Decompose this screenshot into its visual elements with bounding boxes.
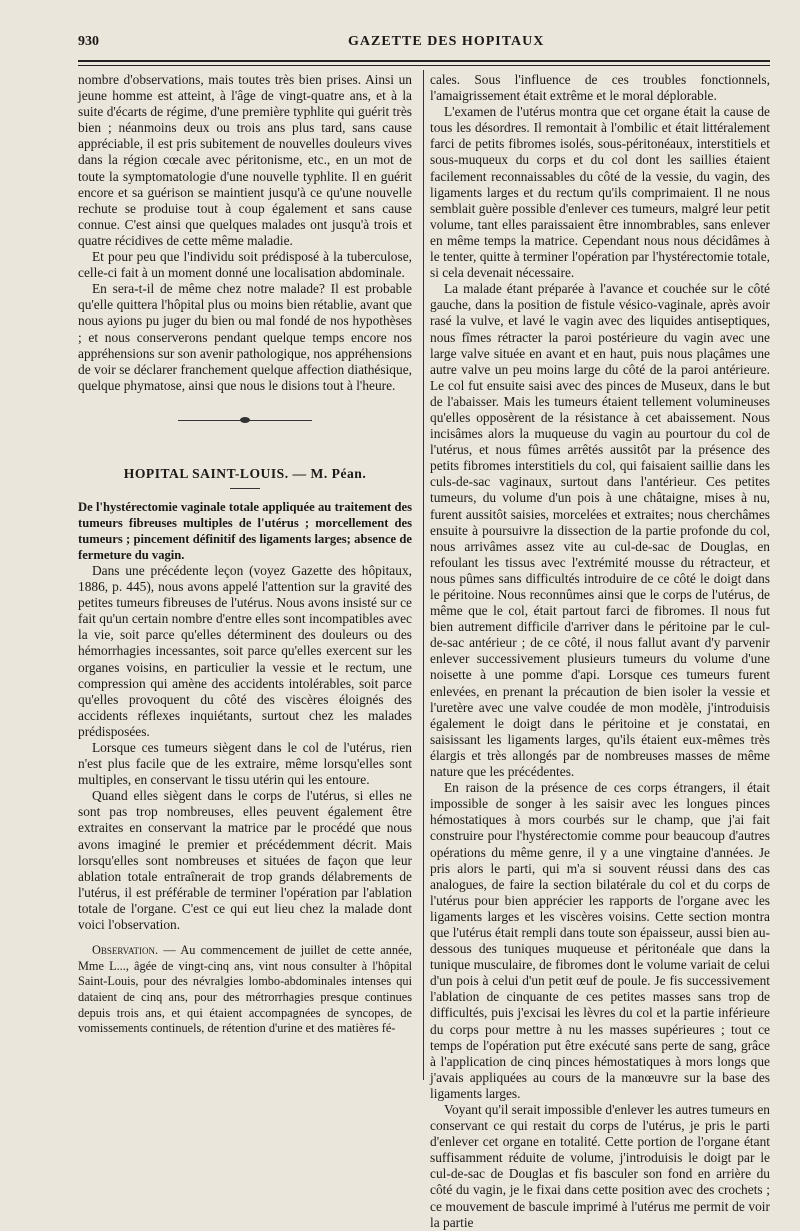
spacer xyxy=(78,933,412,943)
right-paragraph-3: La malade étant préparée à l'avance et couchée sur le côté gauche, dans la position de fistule vésico-vaginale, après avoir rasé la vulve, et lavé le vagin avec des liquides antiseptiques, nous fîmes rétracter la paroi postérieure du vagin avec une large valve située en avant et en haut, puis nous plaçâmes une autre valve un peu moins large du côté de la paroi antérieure. Le col fut ensuite saisi avec des pinces de Museux, dans le but de l'abaisser. Mais les tumeurs étaient tellement volumineuses qu'elles opposèrent de la résistance à cet abaissement. Nous incisâmes alors la muqueuse du vagin au pourtour du col de l'utérus, et nous fûmes arrêtés aussitôt par la présence des petits fibromes interstitiels du col, qui faisaient saillie dans les culs-de-sac vaginaux, surtout dans l'antérieur. Ces petites tumeurs, du volume d'un pois à une châtaigne, mises à nu, furent aussitôt saisies, morcelées et extraites; nous cherchâmes ensuite à poursuivre la dissection de la partie profonde du col, nous arrivâmes assez vite au cul-de-sac de Douglas, en refoulant les tissus avec l'extrémité mousse du rétracteur, et nous pûmes sans difficultés introduire de ce côté le doigt dans le péritoine. Nous reconnûmes ainsi que le corps de l'utérus, de même que le col, était partout farci de fibromes. Il nous fut bien autrement difficile d'arriver dans le péritoine par le cul-de-sac antérieur ; de ce côté, il nous fallut avant d'y parvenir enlever successivement plusieurs tumeurs du volume d'une noisette à une pomme d'api. Lorsque ces tumeurs furent enlevées, en prenant la précaution de bien isoler la vessie et l'uretère avec une valve coudée de mon modèle, j'introduisis également le doigt dans le péritoine et je constatai, en saisissant les ligaments larges, qu'ils étaient eux-mêmes très élargis et très allongés par de nombreuses masses de même nature que les précédentes. xyxy=(430,281,770,780)
observation-text: — Au commencement de juillet de cette année, Mme L..., âgée de vingt-cinq ans, vint nous consulter à l'hôpital Saint-Louis, pour des névralgies lombo-abdominales intenses qui dataient de cinq ans, pour des métrorrhagies presque continues depuis trois ans, et qui étaient accompagnées de syncopes, de vomissements continuels, de rétention d'urine et des matières fé- xyxy=(78,943,412,1036)
right-paragraph-5: Voyant qu'il serait impossible d'enlever les autres tumeurs en conservant ce qui restait du corps de l'utérus, je pris le parti d'enlever cet organe en totalité. Cette portion de l'organe étant suffisamment réduite de volume, j'introduisis le doigt par le cul-de-sac de Douglas et fis basculer son fond en arrière du côté du vagin, je le fixai dans cette position avec des crochets ; ce mouvement de bascule imprimé à l'utérus me permit de voir la partie xyxy=(430,1102,770,1230)
intro-paragraph-3: En sera-t-il de même chez notre malade? Il est probable qu'elle quittera l'hôpital plus ou moins bien rétablie, avant que nous ayions pu juger du bien ou mal fondé de nos hypothèses ; et nous conserverons pendant quelque temps encore nos appréhensions sur son avenir pathologique, nos appréhensions de voir se déclarer franchement quelque affection diathésique, quelque phymatose, ainsi que nous le disions tout à l'heure. xyxy=(78,281,412,393)
left-column xyxy=(78,72,412,1037)
journal-title: GAZETTE DES HOPITAUX xyxy=(348,34,545,49)
section-heading: HOPITAL SAINT-LOUIS. — M. Péan. xyxy=(123,465,367,481)
right-paragraph-4: En raison de la présence de ces corps étrangers, il était impossible de songer à les saisir avec les longues pinces hémostatiques à mors courbés sur le champ, que j'ai fait construire pour l'hystérectomie comme pour beaucoup d'autres opérations du même genre, il y a une vingtaine d'années. Je pris alors le parti, qui m'a si souvent réussi dans des cas analogues, de faire la section bilatérale du col et du corps de l'utérus pour bien apprécier les rapports de l'organe avec les ligaments larges et les viscères voisins. Cette section montra que l'utérus était rempli dans toute son épaisseur, aussi bien au-dessous des tuniques muqueuse et péritonéale que dans la tunique musculaire, de fibromes dont le volume variait de celui d'un pois à celui d'un petit œuf de poule. Je fis successivement l'ablation de cinquante de ces petites masses sans trop de difficultés, puis j'excisai les lèvres du col et la partie inférieure du corps pour mettre à nu les masses supérieures ; tout ce temps de l'opération put être exécuté sans perte de sang, grâce à l'application de cinq pinces hémostatiques à mors longs que j'avais appliquées au cours de la manœuvre sur la base des ligaments larges. xyxy=(430,780,770,1101)
intro-paragraph-1: nombre d'observations, mais toutes très bien prises. Ainsi un jeune homme est atteint, à l'âge de vingt-quatre ans, et à la suite d'écarts de régime, d'une première typhlite qui guérit très bien ; néanmoins deux ou trois ans plus tard, sans cause appréciable, il est pris subitement de nouvelles douleurs vives dans la région cœcale avec péritonisme, etc., en un mot de toute la symptomatologie d'une nouvelle typhlite. Il en guérit encore et sa guérison se maintient jusqu'à ce qu'une nouvelle rechute se produise tout à coup également et sans cause connue. C'est ainsi que quelques malades ont jusqu'à trois et quatre récidives de cette même maladie. xyxy=(78,72,412,248)
ornament-dot xyxy=(240,417,250,423)
section-ornament xyxy=(78,416,412,426)
page-header xyxy=(78,34,768,54)
body-paragraph-2: Lorsque ces tumeurs siègent dans le col de l'utérus, rien n'est plus facile que de les extraire, même lorsqu'elles sont multiples, en conservant le tissu utérin qui les entoure. xyxy=(78,740,412,788)
header-rule-thick xyxy=(78,60,770,62)
intro-paragraph-2: Et pour peu que l'individu soit prédisposé à la tuberculose, celle-ci fait à un moment donné une localisation abdominale. xyxy=(78,249,412,281)
column-divider xyxy=(423,70,424,1080)
observation-label: Observation. xyxy=(92,943,159,958)
right-paragraph-2: L'examen de l'utérus montra que cet organe était la cause de tous les désordres. Il remontait à l'ombilic et était littéralement farci de petits fibromes isolés, sous-péritonéaux, interstitiels et sous-muqueux du corps et du col dont les saillies étaient facilement reconnaissables du côté de la vessie, du vagin, des ligaments larges et du rectum qu'ils comprimaient. Il ne nous semblait guère possible d'enlever ces tumeurs, malgré leur petit volume, tant elles paraissaient être innombrables, sans enlever en même temps la matrice. Cependant nous nous décidâmes à le tenter, quitte à terminer l'opération par l'hystérectomie totale, si cela devenait nécessaire. xyxy=(430,104,770,281)
heading-short-rule xyxy=(230,488,260,489)
right-paragraph-1: cales. Sous l'influence de ces troubles fonctionnels, l'amaigrissement était extrême et le moral déplorable. xyxy=(430,72,770,104)
page-number: 930 xyxy=(78,34,99,49)
body-paragraph-1: Dans une précédente leçon (voyez Gazette des hôpitaux, 1886, p. 445), nous avons appelé l'attention sur la gravité des petites tumeurs fibreuses de l'utérus. Nous avons insisté sur ce fait qu'un certain nombre d'entre elles sont incompatibles avec la vie, soit parce qu'elles déterminent des douleurs ou des hémorrhagies incessantes, soit parce qu'elles exercent sur les organes voisins, en particulier la vessie et le rectum, une compression qui amène des accidents intolérables, soit parce qu'elles provoquent du côté des viscères éloignés des accidents réflexes inquiétants, surtout chez les malades prédisposées. xyxy=(78,562,412,739)
header-rule-thin xyxy=(78,65,770,66)
body-paragraph-3: Quand elles siègent dans le corps de l'utérus, si elles ne sont pas trop nombreuses, elles peuvent également être extraites en conservant la matrice par le procédé que nous avons imaginé le premier et précédemment décrit. Mais lorsqu'elles sont nombreuses et situées de façon que leur ablation totale entraînerait de trop grands délabrements de l'utérus, il est préférable de terminer l'opération par l'ablation totale de l'organe. C'est ce qui eut lieu chez la malade dont voici l'observation. xyxy=(78,788,412,933)
observation-paragraph xyxy=(78,943,412,1037)
right-column xyxy=(430,72,770,1231)
article-subtitle: De l'hystérectomie vaginale totale appliquée au traitement des tumeurs fibreuses multiples de l'utérus ; morcellement des tumeurs ; pincement définitif des ligaments larges; absence de fermeture du vagin. xyxy=(78,499,412,562)
